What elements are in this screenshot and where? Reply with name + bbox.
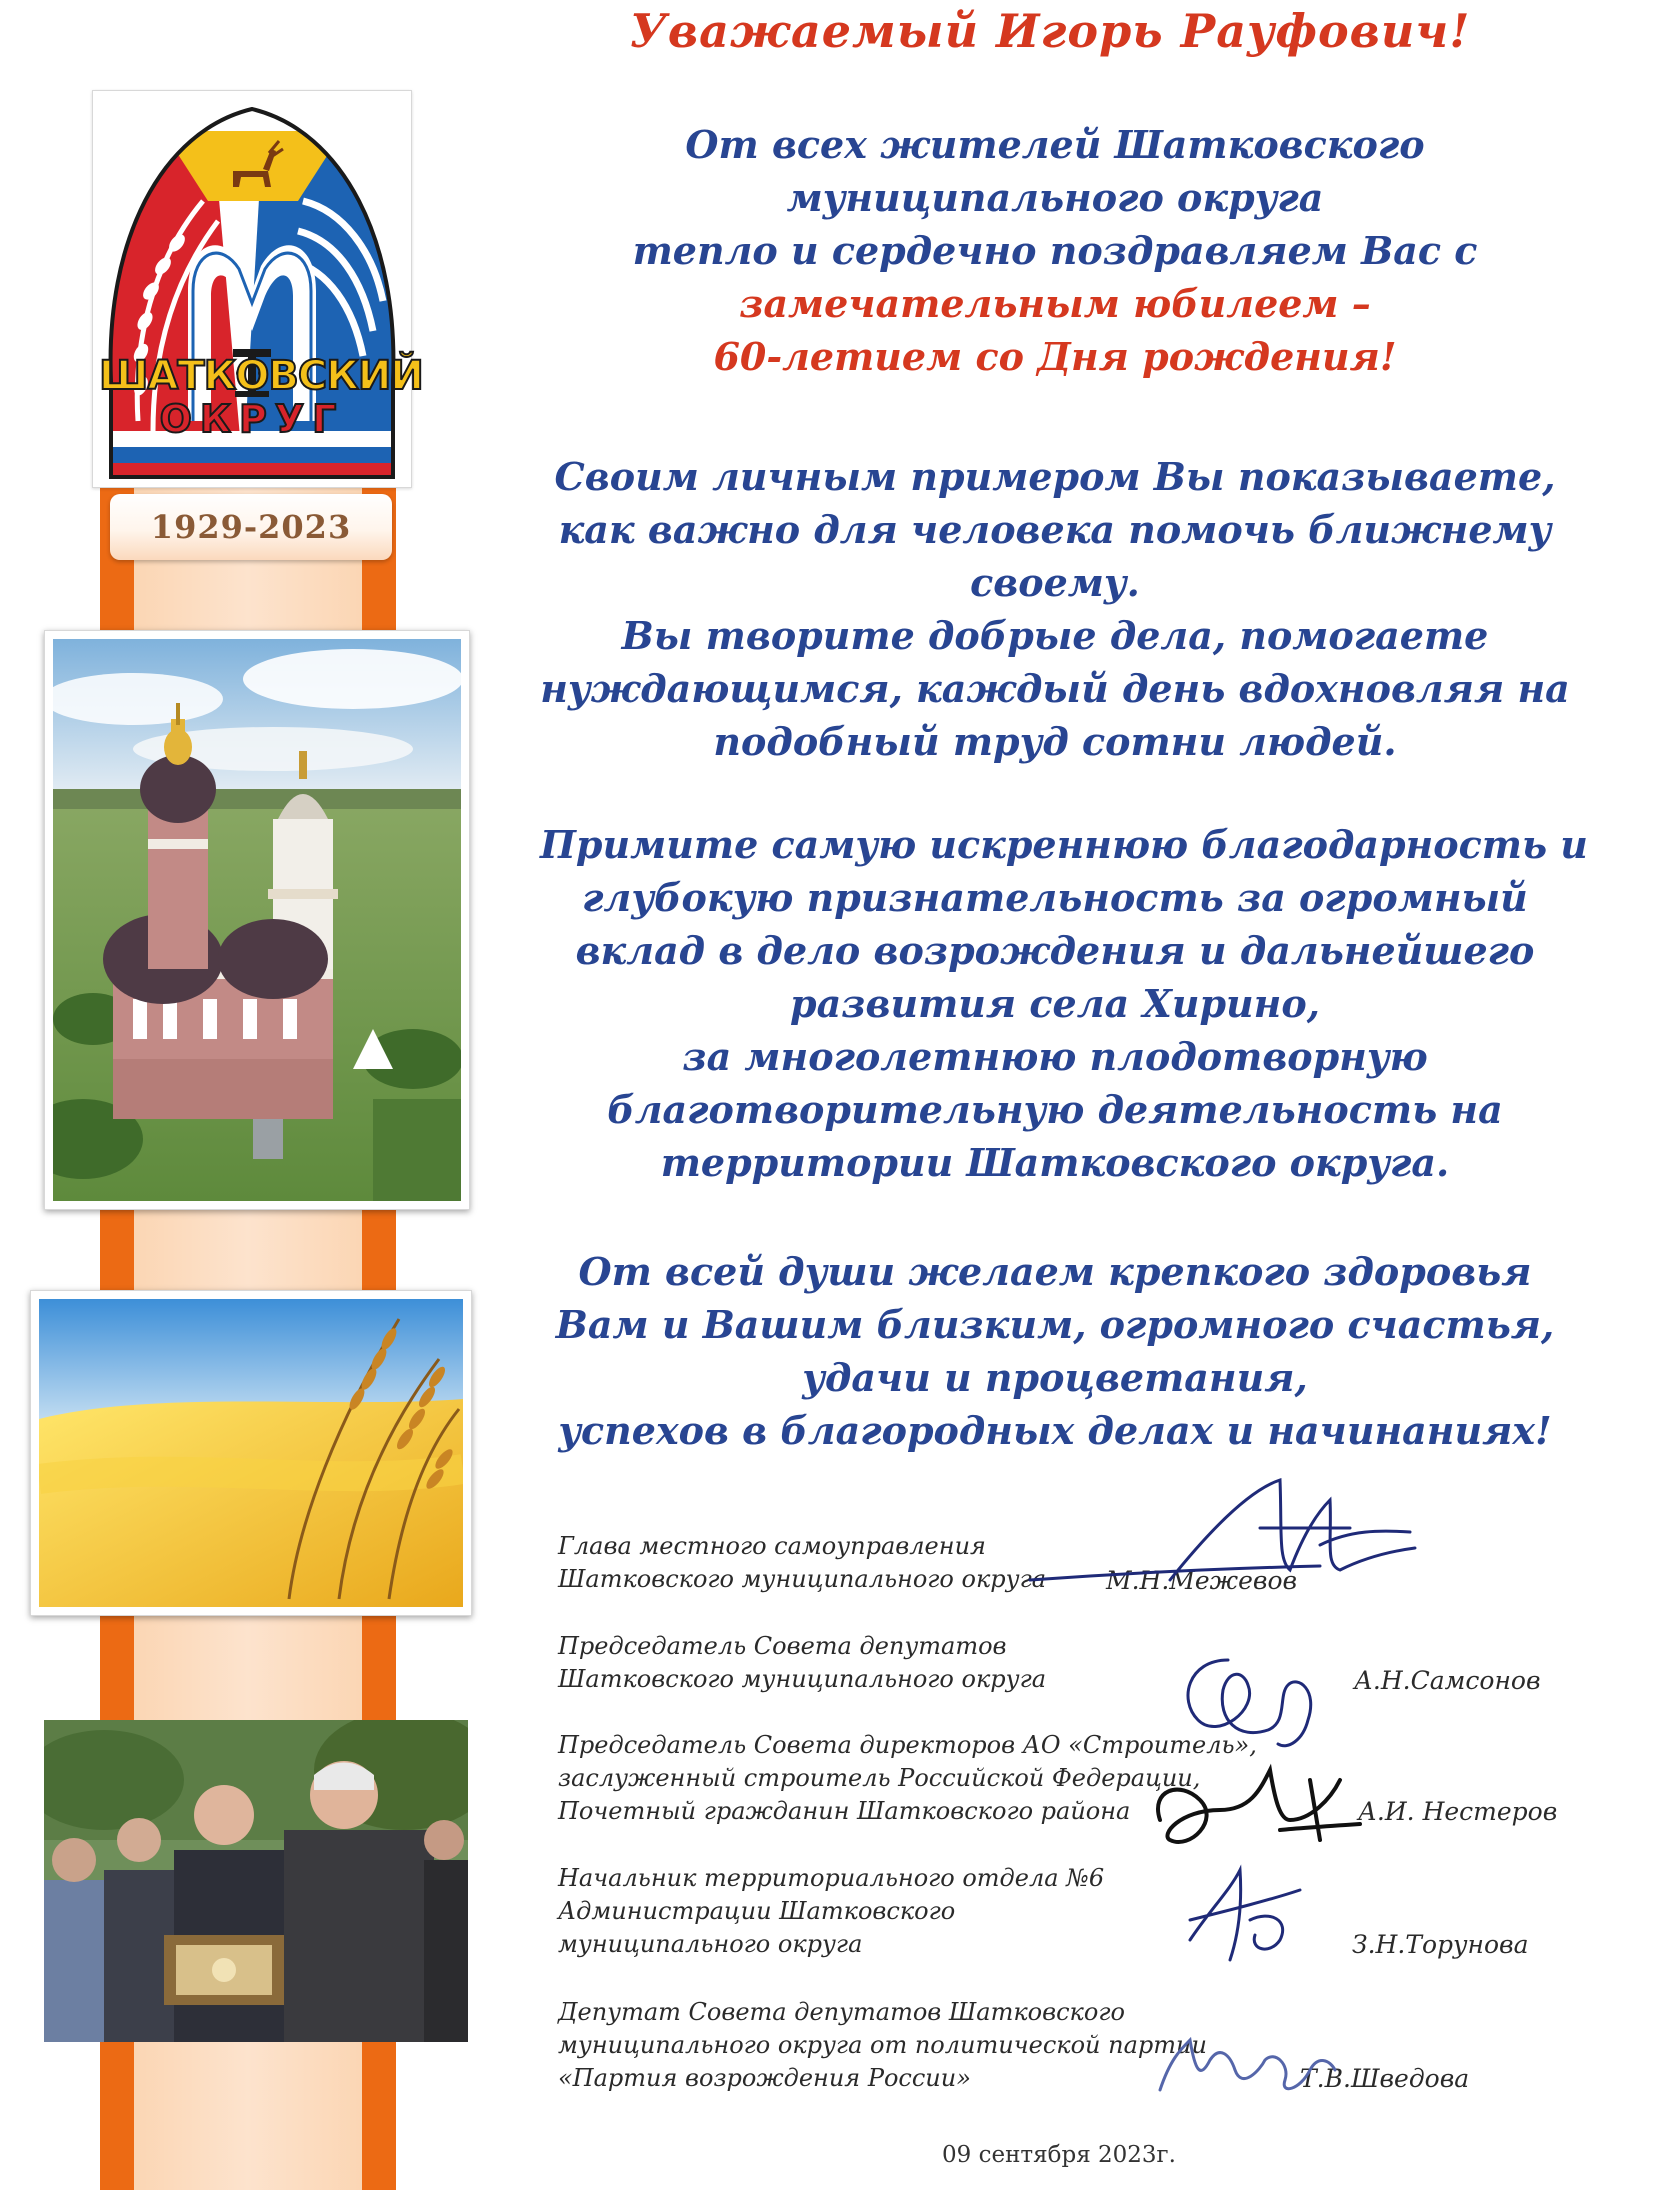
- paragraph-line: как важно для человека помочь ближнему: [558, 507, 1552, 552]
- paragraph-line: От всей души желаем крепкого здоровья: [578, 1249, 1532, 1294]
- position-line: муниципального округа: [558, 1930, 863, 1958]
- position-line: «Партия возрождения России»: [558, 2064, 971, 2092]
- position-line: Шатковского муниципального округа: [558, 1665, 1047, 1693]
- letter-date: 09 сентября 2023г.: [942, 2142, 1176, 2168]
- paragraph-line: глубокую признательность за огромный: [582, 875, 1528, 920]
- anniversary-years-badge: 1929-2023: [110, 494, 392, 560]
- signature-torunova-icon: [1170, 1850, 1320, 1980]
- position-line: Глава местного самоуправления: [558, 1532, 986, 1560]
- signatory-position: [558, 1996, 1207, 2095]
- paragraph-line: тепло и сердечно поздравляем Вас с: [632, 228, 1478, 273]
- signatory-position: [558, 1530, 1046, 1596]
- signatory-name: А.И. Нестеров: [1358, 1797, 1558, 1826]
- paragraph-line: Вам и Вашим близким, огромного счастья,: [555, 1302, 1555, 1347]
- paragraph-line: муниципального округа: [786, 175, 1324, 220]
- paragraph-line: своему.: [970, 560, 1140, 605]
- paragraph-line: вклад в дело возрождения и дальнейшего: [575, 928, 1535, 973]
- ceremony-photo: [44, 1720, 468, 2042]
- paragraph-line: Вы творите добрые дела, помогаете: [621, 613, 1489, 658]
- paragraph-line: Своим личным примером Вы показываете,: [554, 454, 1556, 499]
- gratitude-paragraph: [540, 818, 1588, 1189]
- church-photo: [44, 630, 470, 1210]
- position-line: Администрации Шатковского: [558, 1897, 956, 1925]
- example-paragraph: [540, 450, 1570, 768]
- signatory-position: [558, 1862, 1104, 1961]
- jubilee-line: замечательным юбилеем –: [739, 281, 1371, 326]
- jubilee-line: 60-летием со Дня рождения!: [713, 334, 1397, 379]
- people-image: [44, 1720, 468, 2042]
- position-line: заслуженный строитель Российской Федерации,: [558, 1764, 1201, 1792]
- paragraph-line: территории Шатковского округа.: [660, 1140, 1450, 1185]
- paragraph-line: нуждающимся, каждый день вдохновляя на: [540, 666, 1570, 711]
- signature-mezhevov-icon: [1020, 1470, 1420, 1610]
- signature-shvedova-icon: [1150, 2010, 1350, 2120]
- wishes-paragraph: [540, 1245, 1570, 1457]
- signatory-name: Т.В.Шведова: [1300, 2064, 1470, 2093]
- paragraph-line: Примите самую искреннюю благодарность и: [540, 822, 1588, 867]
- signatory-name: М.Н.Межевов: [1106, 1566, 1298, 1595]
- position-line: муниципального округа от политической партии: [558, 2031, 1207, 2059]
- emblem-title: ШАТКОВСКИЙ: [99, 353, 423, 399]
- paragraph-line: подобный труд сотни людей.: [713, 719, 1397, 764]
- church-image: [53, 639, 461, 1201]
- wheat-image: [39, 1299, 463, 1607]
- signatory-name: А.Н.Самсонов: [1354, 1666, 1541, 1695]
- letter-greeting: Уважаемый Игорь Рауфович!: [629, 4, 1471, 58]
- signatory-position: [558, 1630, 1046, 1696]
- paragraph-line: развития села Хирино,: [790, 981, 1320, 1026]
- position-line: Начальник территориального отдела №6: [558, 1864, 1105, 1892]
- position-line: Почетный гражданин Шатковского района: [558, 1797, 1131, 1825]
- position-line: Председатель Совета депутатов: [558, 1632, 1007, 1660]
- congratulation-paragraph: [540, 118, 1570, 383]
- paragraph-line: за многолетнюю плодотворную: [682, 1034, 1428, 1079]
- position-line: Депутат Совета депутатов Шатковского: [558, 1998, 1125, 2026]
- wheat-field-photo: [30, 1290, 472, 1616]
- paragraph-line: удачи и процветания,: [802, 1355, 1308, 1400]
- paragraph-line: От всех жителей Шатковского: [685, 122, 1425, 167]
- paragraph-line: благотворительную деятельность на: [607, 1087, 1503, 1132]
- decorative-ribbon-lower: [100, 1610, 396, 1720]
- emblem-subtitle: ОКРУГ: [159, 397, 345, 441]
- position-line: Председатель Совета директоров АО «Строитель»,: [558, 1731, 1257, 1759]
- paragraph-line: успехов в благородных делах и начинаниях!: [558, 1408, 1552, 1453]
- position-line: Шатковского муниципального округа: [558, 1565, 1047, 1593]
- decorative-ribbon-bottom: [100, 2040, 396, 2190]
- emblem-card: [92, 90, 423, 488]
- signatory-name: З.Н.Торунова: [1352, 1930, 1529, 1959]
